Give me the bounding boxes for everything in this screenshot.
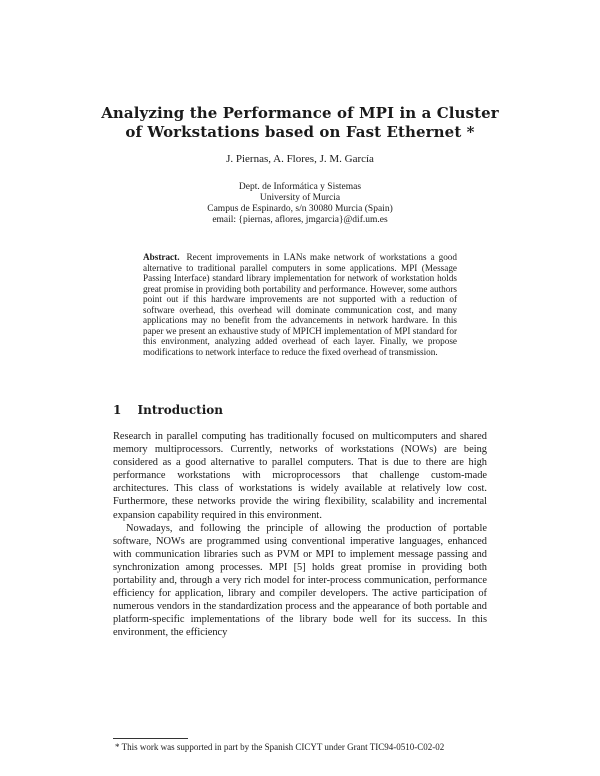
paper-title-line-2: of Workstations based on Fast Ethernet * bbox=[125, 123, 475, 141]
affiliation-block bbox=[0, 182, 600, 226]
section-body bbox=[113, 430, 487, 640]
section-title: Introduction bbox=[137, 403, 224, 417]
body-paragraph-2: Nowadays, and following the principle of allowing the production of portable software, NOWs are programmed using conventional imperative languages, enhanced with communication libraries such as PVM or MPI to implement message passing and synchronization among processes. MPI [5] holds great promise in providing both portability and, through a very rich model for inter-process communication, performance efficiency for application, library and compiler developers. The active participation of numerous vendors in the standardization process and the appearance of both portable and platform-specific implementations of the library bode well for its success. In this environment, the efficiency bbox=[113, 522, 487, 639]
body-paragraph-1: Research in parallel computing has traditionally focused on multicomputers and shared memory multiprocessors. Currently, networks of workstations (NOWs) are being considered as a good alternative to parallel computers. That is due to there are high performance workstations with microprocessors that challenge custom-made architectures. This class of workstations is widely available at relatively low cost. Furthermore, these networks provide the wiring flexibility, scalability and incremental expansion capability required in this environment. bbox=[113, 431, 487, 521]
affiliation-address: Campus de Espinardo, s/n 30080 Murcia (Spain) bbox=[207, 204, 393, 214]
paper-title bbox=[0, 104, 600, 142]
affiliation-university: University of Murcia bbox=[259, 193, 341, 203]
abstract-label: Abstract. bbox=[143, 252, 180, 262]
section-heading bbox=[113, 403, 223, 417]
footnote: * This work was supported in part by the Spanish CICYT under Grant TIC94-0510-C02-02 bbox=[115, 742, 445, 752]
paper-title-line-1: Analyzing the Performance of MPI in a Cluster bbox=[101, 104, 499, 122]
author-list: J. Piernas, A. Flores, J. M. García bbox=[226, 153, 374, 165]
affiliation-dept: Dept. de Informática y Sistemas bbox=[238, 182, 362, 192]
abstract bbox=[143, 252, 457, 357]
affiliation-email: email: {piernas, aflores, jmgarcia}@dif.um.es bbox=[212, 215, 388, 225]
section-number: 1 bbox=[113, 403, 122, 417]
footnote-divider bbox=[113, 738, 188, 739]
abstract-text: Recent improvements in LANs make network of workstations a good alternative to traditional parallel computers in some applications. MPI (Message Passing Interface) standard library implementation for network of workstation holds great promise in providing both portability and performance. However, some authors point out if this hardware improvements are not supported with a reduction of software overhead, this overhead will dominate communication cost, and many applications may no benefit from the advancements in network hardware. In this paper we present an exhaustive study of MPICH implementation of MPI standard for this environment, analyzing added overhead of each layer. Finally, we propose modifications to network interface to reduce the fixed overhead of transmission. bbox=[143, 252, 457, 357]
